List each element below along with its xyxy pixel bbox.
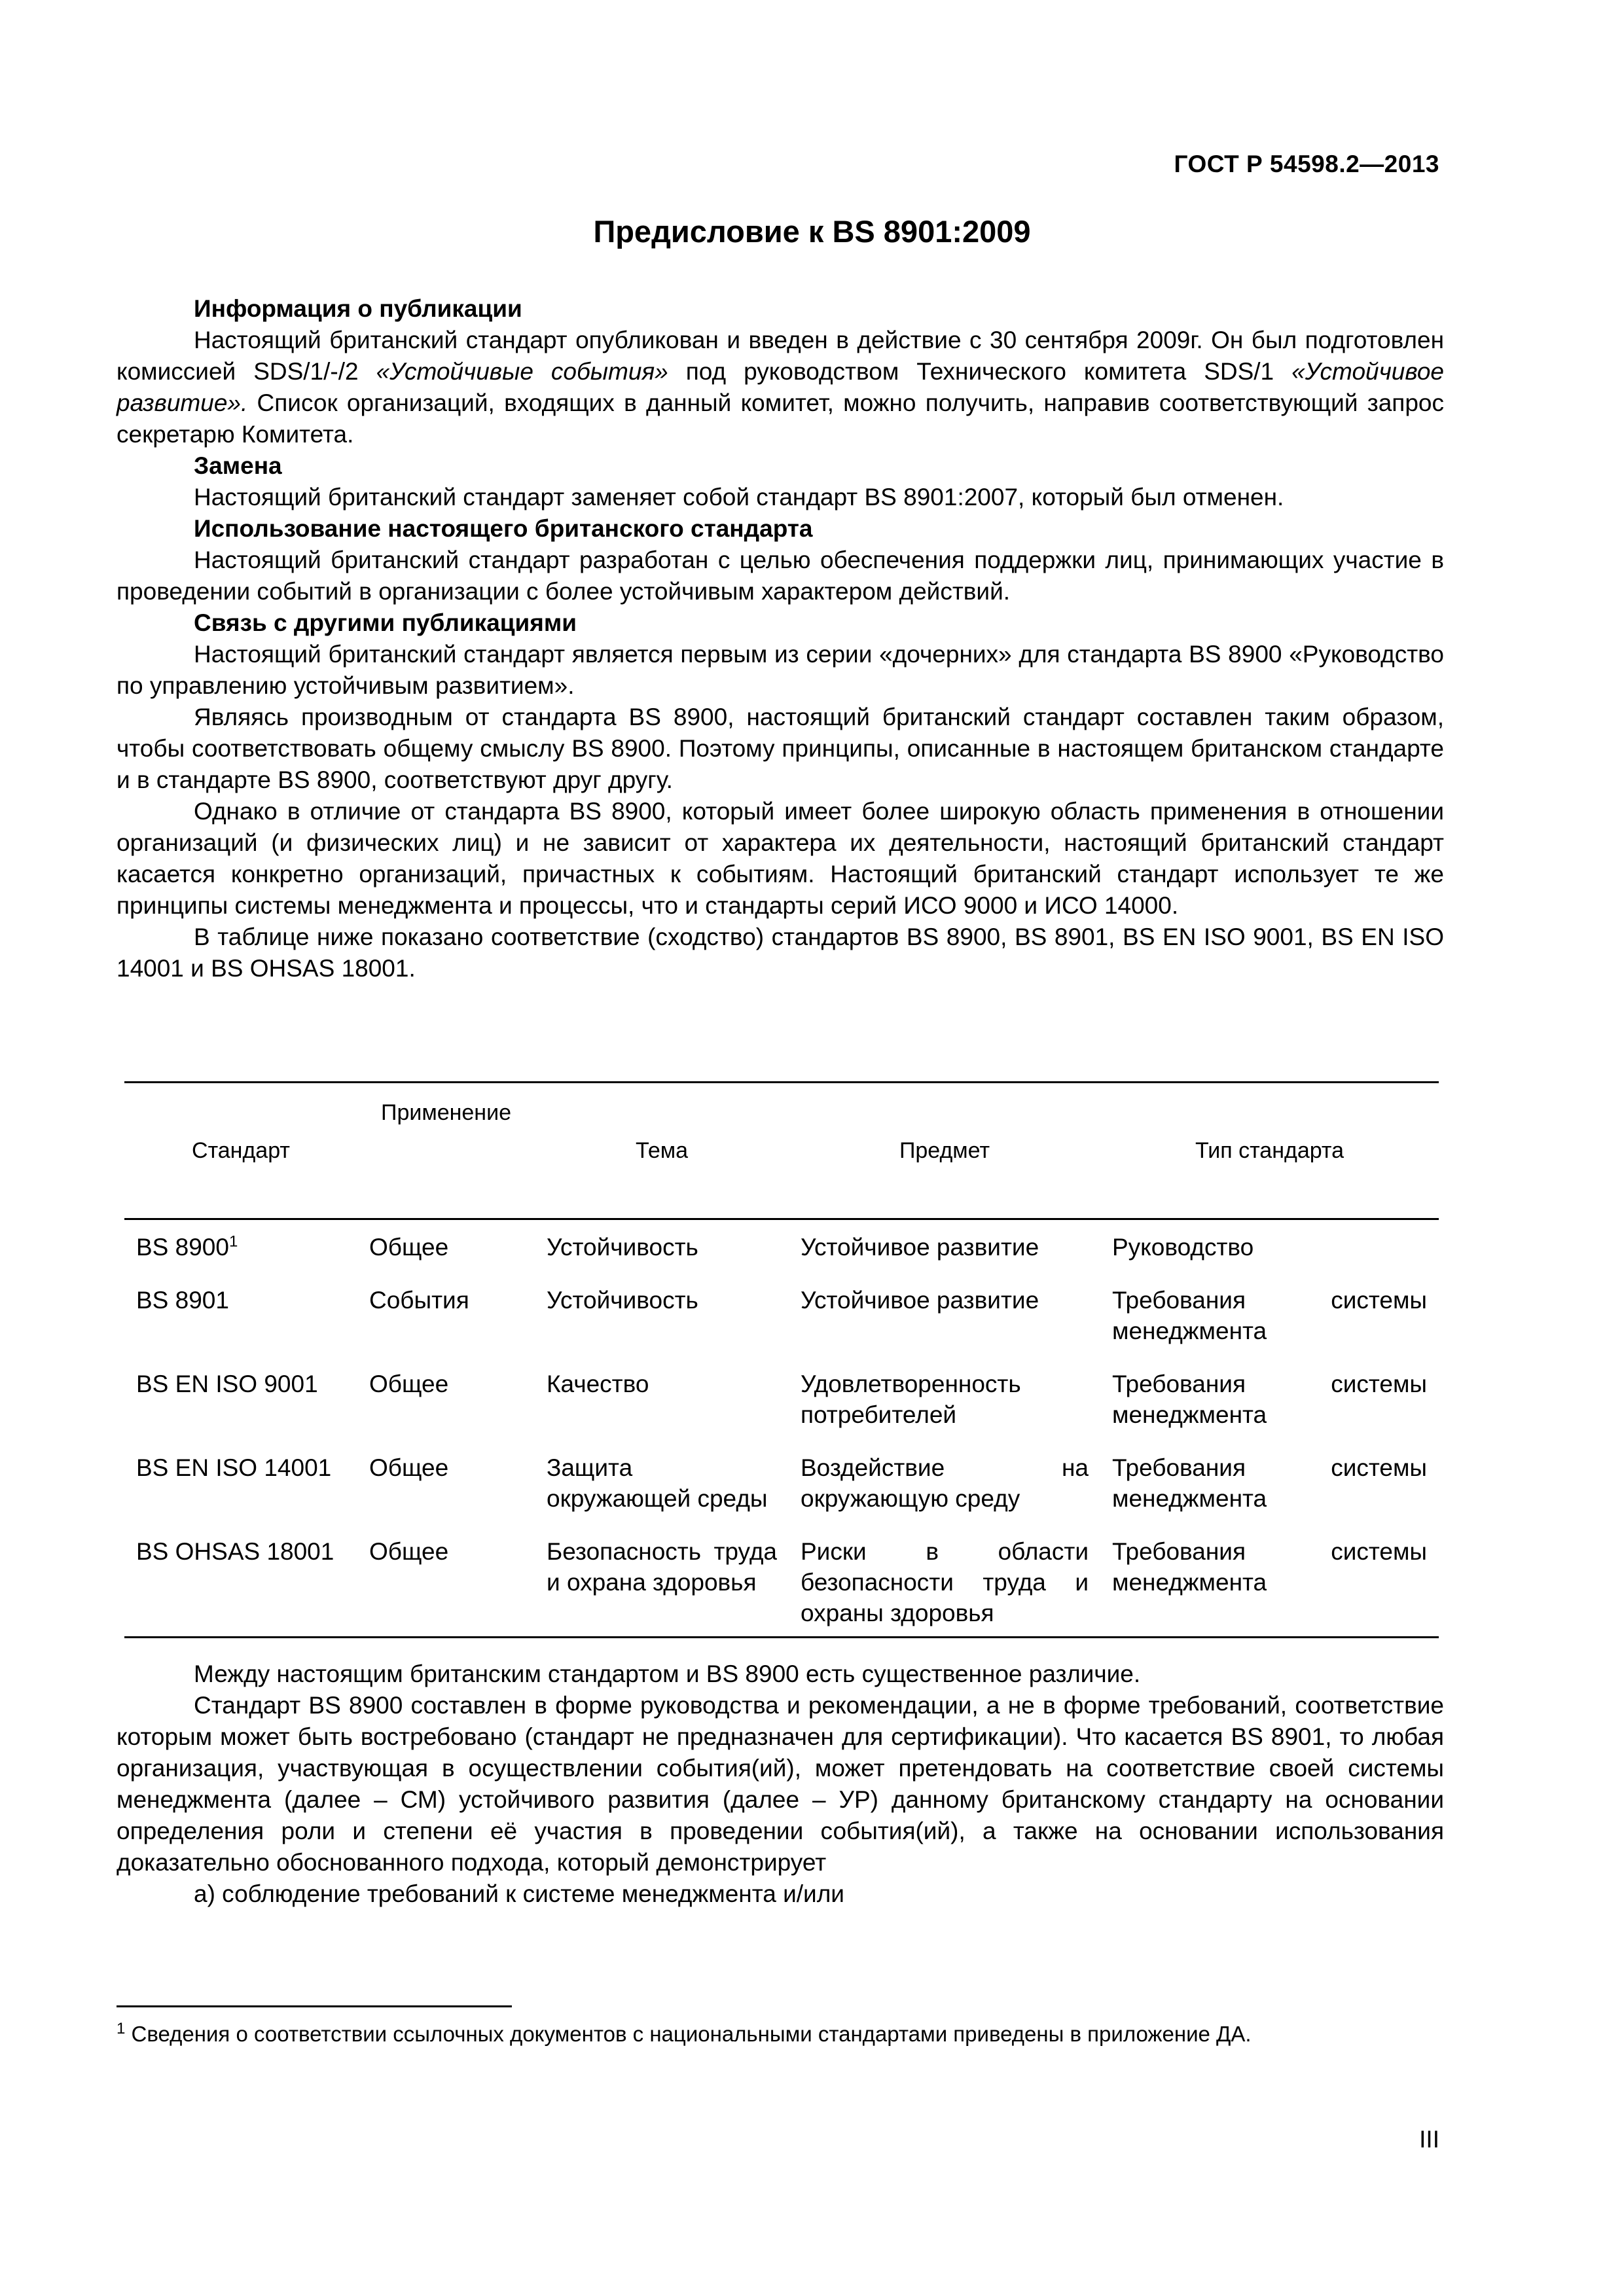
relations-paragraph-2: Являясь производным от стандарта BS 8900, настоящий британский стандарт составлен таким образом, чтобы соответствовать общему смыслу BS 8900. Поэтому принципы, описанные в настоящем британском стандарте и в стандарте BS 8900, соответствуют друг другу. [117,704,1444,793]
cell-subject: Удовлетворенность потребителей [801,1371,1021,1428]
cell-application: Общее [369,1371,449,1397]
cell-topic: Качество [547,1371,649,1397]
cell-topic: Защита окружающей среды [547,1454,768,1512]
replacement-heading: Замена [194,452,282,479]
cell-topic: Устойчивость [547,1234,698,1261]
footnote-ref: 1 [228,1232,238,1251]
footnote [117,2020,1444,2049]
table-row [124,1452,1439,1536]
cell-subject: Риски в области безопасности труда и охраны здоровья [789,1536,1100,1638]
certification-paragraph: Стандарт BS 8900 составлен в форме руководства и рекомендации, а не в форме требований, соответствие которым может быть востребовано (стандарт не предназначен для сертификации). Что касается BS 8901, то любая организация, участвующая в осуществлении события(ий), может претендовать на соответствие своей системы менеджмента (далее – СМ) устойчивого развития (далее – УР) данному британскому стандарту на основании определения роли и степени её участия в проведении события(ий), а также на основании использования доказательно обоснованного подхода, который демонстрирует [117,1692,1444,1876]
cell-topic: Безопасность труда и охрана здоровья [535,1536,789,1638]
publication-paragraph: Настоящий британский стандарт опубликован и введен в действие с 30 сентября 2009г. Он был подготовлен комиссией SDS/1/-/2 «Устойчивые события» под руководством Технического комитета SDS/1 «Устойчивое развитие». Список организаций, входящих в данный комитет, можно получить, направив соответствующий запрос секретарю Комитета. [117,327,1444,448]
cell-standard: BS EN ISO 9001 [136,1371,318,1397]
cell-subject: Устойчивое развитие [801,1287,1039,1314]
tech-committee-name: «Устойчивое развитие». [117,358,1444,416]
page-title: Предисловие к BS 8901:2009 [593,214,1031,249]
foreword-body [117,293,1444,984]
header-subject: Предмет [789,1083,1100,1219]
header-topic: Тема [535,1083,789,1219]
cell-application: События [369,1287,469,1314]
cell-type: Требования системы менеджмента [1100,1536,1439,1638]
cell-standard: BS 8900$^1$ [136,1232,238,1261]
cell-application: Общее [357,1536,535,1638]
difference-paragraph: Между настоящим британским стандартом и BS 8900 есть существенное различие. [194,1660,1141,1687]
header-application: Применение [357,1083,535,1219]
footnote-text: Сведения о соответствии ссылочных документов с национальными стандартами приведены в приложение ДА. [125,2022,1252,2046]
cell-subject: Воздействие на окружающую среду [801,1454,1089,1512]
standards-comparison-table [124,1081,1439,1638]
cell-type: Требования системы менеджмента [1112,1454,1427,1512]
after-table-body [117,1659,1444,1910]
list-item-a: а) соблюдение требований к системе менеджмента и/или [194,1880,844,1907]
header-type: Тип стандарта [1100,1083,1439,1219]
cell-type: Требования системы менеджмента [1112,1371,1427,1428]
document-code: ГОСТ Р 54598.2—2013 [1174,151,1439,177]
usage-paragraph: Настоящий британский стандарт разработан с целью обеспечения поддержки лиц, принимающих участие в проведении событий в организации с более устойчивым характером действий. [117,547,1444,605]
page-number: III [1419,2126,1439,2153]
cell-application: Общее [369,1454,449,1481]
table-row [124,1536,1439,1638]
cell-type: Руководство [1112,1234,1254,1261]
cell-standard: BS 8901 [136,1287,229,1314]
footnote-mark: 1 [117,2020,126,2037]
table-row [124,1369,1439,1452]
table-row [124,1219,1439,1285]
usage-heading: Использование настоящего британского стандарта [194,515,813,542]
cell-topic: Устойчивость [547,1287,698,1314]
table-row [124,1285,1439,1369]
relations-heading: Связь с другими публикациями [194,609,577,636]
footnote-divider [117,2005,512,2007]
committee-name: «Устойчивые события» [376,358,668,385]
publication-heading: Информация о публикации [194,295,522,322]
cell-application: Общее [369,1234,449,1261]
cell-subject: Устойчивое развитие [801,1234,1039,1261]
relations-paragraph-3: Однако в отличие от стандарта BS 8900, который имеет более широкую область применения в отношении организаций (и физических лиц) и не зависит от характера их деятельности, настоящий британский стандарт касается конкретно организаций, причастных к событиям. Настоящий британский стандарт использует те же принципы системы менеджмента и процессы, что и стандарты серий ИСО 9000 и ИСО 14000. [117,798,1444,919]
table-header-row [124,1083,1439,1219]
relations-paragraph-4: В таблице ниже показано соответствие (сходство) стандартов BS 8900, BS 8901, BS EN ISO 9001, BS EN ISO 14001 и BS OHSAS 18001. [117,924,1444,982]
relations-paragraph-1: Настоящий британский стандарт является первым из серии «дочерних» для стандарта BS 8900 «Руководство по управлению устойчивым развитием». [117,641,1444,699]
cell-standard: BS OHSAS 18001 [124,1536,357,1638]
header-standard: Стандарт [124,1083,357,1219]
replacement-paragraph: Настоящий британский стандарт заменяет собой стандарт BS 8901:2007, который был отменен. [194,484,1284,511]
cell-standard: BS EN ISO 14001 [136,1454,332,1481]
cell-type: Требования системы менеджмента [1112,1287,1427,1344]
